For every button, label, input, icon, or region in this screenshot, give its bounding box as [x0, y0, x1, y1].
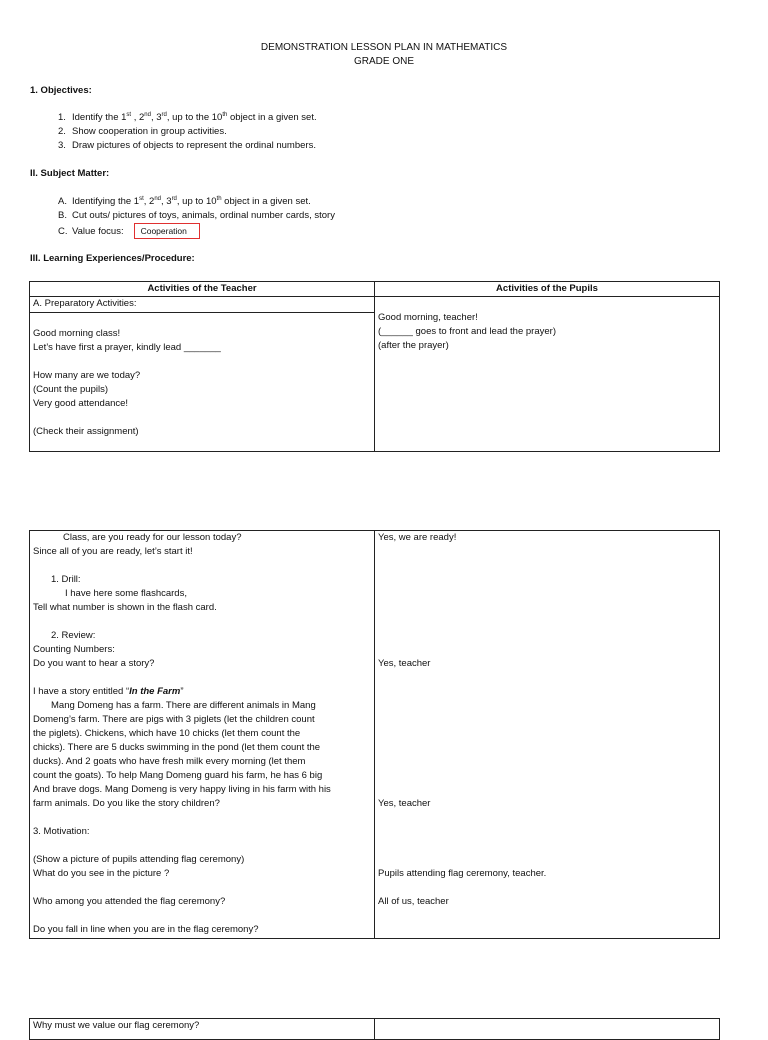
pupil-line: (after the prayer) [378, 340, 449, 351]
value-focus-box: Cooperation [134, 223, 200, 239]
objective-2: 2. Show cooperation in group activities. [58, 126, 227, 137]
story-line: count the goats). To help Mang Domeng guard his farm, he has 6 big [33, 770, 323, 781]
story-line: the piglets). Chickens, which have 10 chicks (let them count the [33, 728, 301, 739]
document-subtitle: GRADE ONE [353, 56, 414, 67]
pupil-line: Yes, teacher [378, 798, 431, 809]
teacher-line: Since all of you are ready, let’s start it! [33, 546, 193, 557]
objectives-list [58, 111, 317, 153]
teacher-line: I have here some flashcards, [65, 588, 187, 599]
subject-item-b: B. Cut outs/ pictures of toys, animals, ordinal number cards, story [58, 210, 335, 221]
teacher-line: Who among you attended the flag ceremony? [33, 896, 226, 907]
teacher-line: What do you see in the picture ? [33, 868, 170, 879]
story-line: Mang Domeng has a farm. There are different animals in Mang [51, 700, 316, 711]
col-header-pupils: Activities of the Pupils [375, 282, 720, 297]
story-line: farm animals. Do you like the story children? [33, 798, 220, 809]
activities-table-1 [29, 281, 720, 452]
pupil-line: Pupils attending flag ceremony, teacher. [378, 868, 547, 879]
objectives-heading: 1. Objectives: [30, 85, 92, 96]
teacher-line: How many are we today? [33, 370, 141, 381]
activities-table-2 [29, 530, 720, 939]
document-title: DEMONSTRATION LESSON PLAN IN MATHEMATICS [260, 42, 508, 53]
teacher-line: Good morning class! [33, 328, 121, 339]
story-line: ducks). And 2 goats who have fresh milk every morning (let them [33, 756, 306, 767]
activities-table-3 [29, 1018, 720, 1040]
teacher-line: (Show a picture of pupils attending flag ceremony) [33, 854, 245, 865]
teacher-line: Very good attendance! [33, 398, 129, 409]
teacher-line: Tell what number is shown in the flash card. [33, 602, 217, 613]
teacher-line: Why must we value our flag ceremony? [33, 1020, 200, 1031]
drill-heading: 1. Drill: [51, 574, 81, 585]
pupil-cell-1 [375, 297, 720, 452]
objective-1: 1. Identify the 1st , 2nd, 3rd, up to the 10th object in a given set. [58, 111, 317, 123]
pupil-line: Good morning, teacher! [378, 312, 478, 323]
objective-3: 3. Draw pictures of objects to represent the ordinal numbers. [58, 140, 316, 151]
story-intro: I have a story entitled “In the Farm” [33, 686, 184, 697]
story-line: Domeng’s farm. There are pigs with 3 piglets (let the children count [33, 714, 315, 725]
story-line: And brave dogs. Mang Domeng is very happy living in his farm with his [33, 784, 331, 795]
teacher-cell-2 [30, 531, 375, 939]
story-line: chicks). There are 5 ducks swimming in the pond (let them count the [33, 742, 321, 753]
col-header-teacher: Activities of the Teacher [30, 282, 375, 297]
pupil-cell-3 [375, 1019, 720, 1040]
motivation-heading: 3. Motivation: [33, 826, 90, 837]
subject-matter-heading: II. Subject Matter: [30, 168, 110, 179]
pupil-line: All of us, teacher [378, 896, 449, 907]
pupil-cell-2 [375, 531, 720, 939]
subject-item-a: A. Identifying the 1st, 2nd, 3rd, up to 10th object in a given set. [58, 195, 311, 207]
procedure-heading: III. Learning Experiences/Procedure: [30, 253, 195, 264]
prep-heading-cell: A. Preparatory Activities: [30, 297, 375, 313]
subject-matter-list [58, 195, 335, 239]
teacher-line: Class, are you ready for our lesson today? [63, 532, 242, 543]
teacher-line: Do you fall in line when you are in the flag ceremony? [33, 924, 259, 935]
teacher-line: Do you want to hear a story? [33, 658, 155, 669]
pupil-line: (______ goes to front and lead the prayer) [378, 326, 556, 337]
teacher-line: Counting Numbers: [33, 644, 115, 655]
teacher-cell-3 [30, 1019, 375, 1040]
teacher-line: (Count the pupils) [33, 384, 108, 395]
teacher-line: (Check their assignment) [33, 426, 139, 437]
review-heading: 2. Review: [51, 630, 96, 641]
teacher-line: Let’s have first a prayer, kindly lead _______ [33, 342, 221, 353]
pupil-line: Yes, teacher [378, 658, 431, 669]
story-title: In the Farm [129, 686, 181, 697]
teacher-cell-1 [30, 313, 375, 452]
subject-item-c: C. Value focus: Cooperation [58, 223, 335, 239]
pupil-line: Yes, we are ready! [378, 532, 457, 543]
